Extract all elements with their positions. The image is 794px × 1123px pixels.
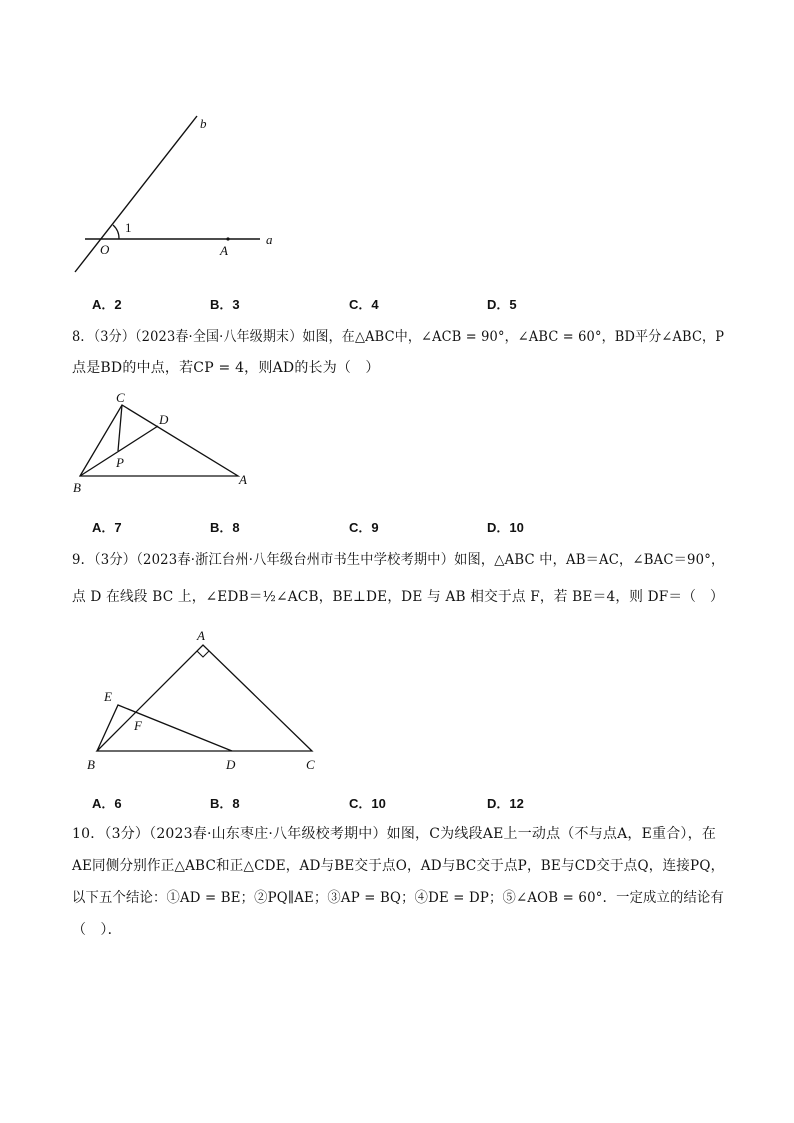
label-P: P (116, 455, 124, 470)
q10-text-line1: 10．（3分）（2023春·山东枣庄·八年级校考期中）如图，C为线段AE上一动点（不与点A，E重合），在 (72, 826, 717, 842)
q8-option-b: B．8 (210, 520, 240, 535)
label-B: B (87, 757, 95, 772)
q7-option-c: C．4 (349, 297, 379, 312)
triangle-ABC (97, 645, 312, 751)
label-C: C (116, 390, 125, 405)
segment-B-E-D (97, 705, 232, 751)
q7-option-d: D．5 (487, 297, 517, 312)
label-B: B (73, 480, 81, 495)
q7-option-b: B．3 (210, 297, 240, 312)
label-D: D (226, 757, 236, 772)
q9-option-a: A．6 (92, 796, 122, 811)
label-a: a (266, 232, 273, 247)
label-1: 1 (125, 220, 132, 235)
q9-option-d: D．12 (487, 796, 524, 811)
label-A: A (239, 472, 247, 487)
q8-text-line2: 点是BD的中点，若CP = 4，则AD的长为（ ） (72, 360, 380, 376)
q10-text-line4: （ ）． (72, 922, 122, 938)
label-D: D (159, 412, 169, 427)
label-A: A (220, 243, 228, 258)
label-b: b (200, 116, 207, 131)
q9-text-line2: 点 D 在线段 BC 上，∠EDB＝½∠ACB，BE⊥DE，DE 与 AB 相交于点 F，若 BE＝4，则 DF＝（ ） (72, 589, 724, 605)
q10-text-line3: 以下五个结论：①AD = BE；②PQ∥AE；③AP = BQ；④DE = DP；⑤∠AOB = 60°．一定成立的结论有 (72, 890, 725, 906)
q8-option-a: A．7 (92, 520, 122, 535)
q9-option-b: B．8 (210, 796, 240, 811)
q10-text-line2: AE同侧分别作正△ABC和正△CDE，AD与BE交于点O，AD与BC交于点P，BE与CD交于点Q，连接PQ， (72, 858, 725, 874)
q9-option-c: C．10 (349, 796, 386, 811)
label-O: O (100, 242, 110, 257)
label-C: C (306, 757, 315, 772)
label-F: F (134, 718, 142, 733)
q9-text-line1: 9．（3分）（2023春·浙江台州·八年级台州市书生中学校考期中）如图，△ABC 中，AB＝AC，∠BAC＝90°， (72, 552, 725, 568)
label-A: A (197, 628, 205, 643)
q8-option-d: D．10 (487, 520, 524, 535)
right-angle-mark (197, 651, 209, 657)
q8-option-c: C．9 (349, 520, 379, 535)
label-E: E (104, 689, 112, 704)
q7-option-a: A．2 (92, 297, 122, 312)
q8-text-line1: 8．（3分）（2023春·全国·八年级期末）如图，在△ABC中，∠ACB = 90°，∠ABC = 60°，BD平分∠ABC，P (72, 329, 725, 345)
